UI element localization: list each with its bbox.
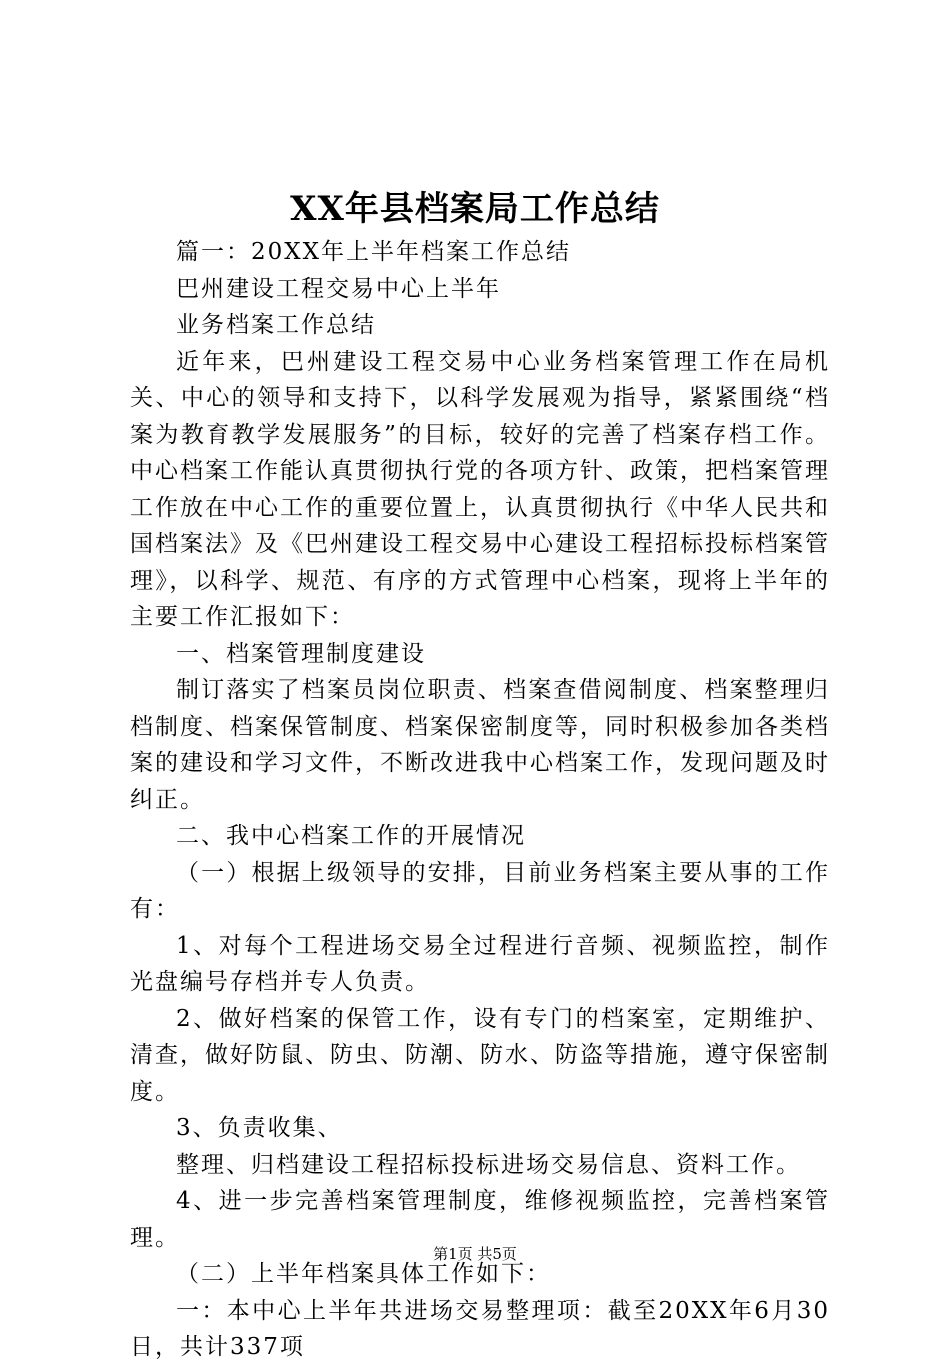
page-number-footer: 第1页 共5页 (433, 1245, 517, 1263)
list-item-3: 3、负责收集、 (176, 1115, 343, 1141)
paragraph-intro: 近年来，巴州建设工程交易中心业务档案管理工作在局机关、中心的领导和支持下，以科学发展观为指导，紧紧围绕“档案为教育教学发展服务”的目标，较好的完善了档案存档工作。中心档案工作能认真贯彻执行党的各项方针、政策，把档案管理工作放在中心工作的重要位置上，认真贯彻执行《中华人民共和国档案法》及《巴州建设工程交易中心建设工程招标投标档案管理》，以科学、规范、有序的方式管理中心档案，现将上半年的主要工作汇报如下： (130, 348, 830, 630)
paragraph-heading-1: 篇一：20XX年上半年档案工作总结 (176, 239, 572, 265)
list-item-4: 4、进一步完善档案管理制度，维修视频监控，完善档案管理。 (130, 1188, 830, 1251)
paragraph-heading-3: 业务档案工作总结 (176, 312, 376, 338)
paragraph-heading-2: 巴州建设工程交易中心上半年 (176, 275, 501, 302)
list-item-3-continued: 整理、归档建设工程招标投标进场交易信息、资料工作。 (176, 1151, 801, 1178)
paragraph-statistics: 一：本中心上半年共进场交易整理项：截至20XX年6月30日，共计337项 (130, 1297, 830, 1360)
document-title: XX年县档案局工作总结 (290, 189, 660, 229)
document-body (130, 234, 830, 1366)
list-item-1: 1、对每个工程进场交易全过程进行音频、视频监控，制作光盘编号存档并专人负责。 (130, 932, 830, 995)
section-heading-2: 二、我中心档案工作的开展情况 (176, 823, 526, 849)
subsection-heading-1: （一）根据上级领导的安排，目前业务档案主要从事的工作有： (130, 859, 830, 922)
list-item-2: 2、做好档案的保管工作，设有专门的档案室，定期维护、清查，做好防鼠、防虫、防潮、防水、防盗等措施，遵守保密制度。 (130, 1005, 830, 1105)
paragraph-section-1: 制订落实了档案员岗位职责、档案查借阅制度、档案整理归档制度、档案保管制度、档案保密制度等，同时积极参加各类档案的建设和学习文件，不断改进我中心档案工作，发现问题及时纠正。 (130, 677, 830, 813)
section-heading-1: 一、档案管理制度建设 (176, 640, 426, 667)
subsection-heading-2: （二）上半年档案具体工作如下： (176, 1261, 551, 1287)
